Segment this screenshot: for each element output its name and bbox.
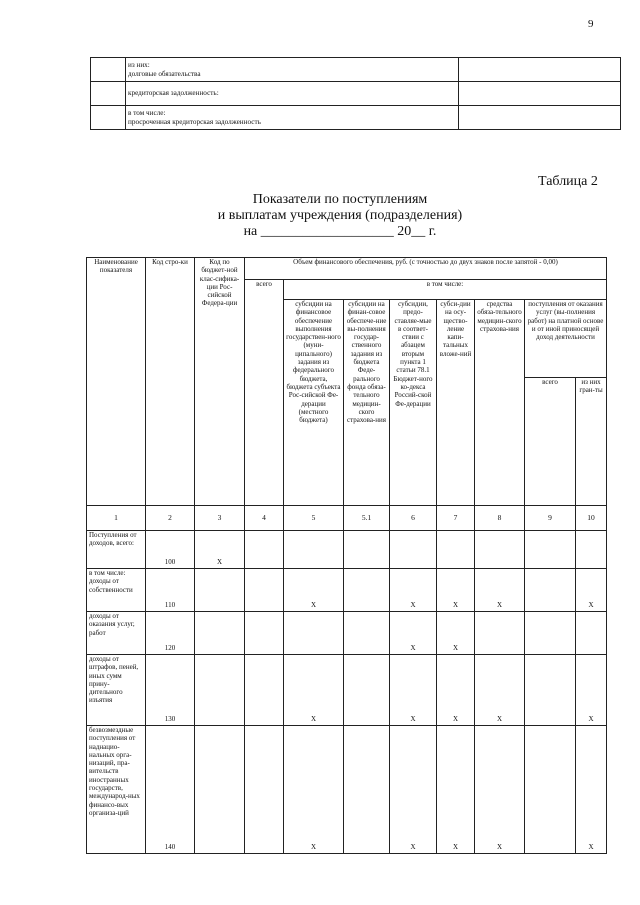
cell: X <box>284 726 344 854</box>
header-total: всего <box>245 280 284 506</box>
cell: X <box>437 655 475 726</box>
cell: X <box>390 655 437 726</box>
header-grants: из них гран-ты <box>576 378 607 506</box>
cell <box>344 612 390 655</box>
header-code: Код стро-ки <box>146 258 195 506</box>
cell <box>344 569 390 612</box>
cell <box>576 612 607 655</box>
column-numbers-row <box>87 506 607 531</box>
row-code: 140 <box>146 726 195 854</box>
cell <box>245 655 284 726</box>
header-budget-code: Код по бюджет-ной клас-сифика-ции Рос-сийской Федера-ции <box>195 258 245 506</box>
header-including: в том числе: <box>284 280 607 300</box>
cell: X <box>475 655 525 726</box>
column-number: 6 <box>390 506 437 531</box>
table-row <box>91 106 621 130</box>
cell <box>245 726 284 854</box>
column-number: 9 <box>525 506 576 531</box>
header-subsidy-781: субсидии, предо-ставляе-мые в соответ-ствии с абзацем вторым пункта 1 статьи 78.1 Бюджет-ного ко-декса Россий-ской Фе-дерации <box>390 300 437 506</box>
cell <box>525 531 576 569</box>
cell: X <box>475 569 525 612</box>
page-subtitle: и выплатам учреждения (подразделения) <box>217 208 463 223</box>
row-name: доходы от оказания услуг, работ <box>87 612 146 655</box>
table-row <box>87 726 607 854</box>
row-label: из них: долговые обязательства <box>126 58 459 82</box>
cell <box>390 531 437 569</box>
receipts-table <box>86 257 607 854</box>
column-number: 3 <box>195 506 245 531</box>
cell: X <box>576 655 607 726</box>
cell <box>344 655 390 726</box>
cell: X <box>437 726 475 854</box>
cell <box>245 569 284 612</box>
column-number: 5.1 <box>344 506 390 531</box>
cell <box>576 531 607 569</box>
row-name: доходы от штрафов, пеней, иных сумм прину-дительного изъятия <box>87 655 146 726</box>
header-paid-services: поступления от оказания услуг (вы-полнения работ) на платной основе и от иной приносящей доход деятельности <box>525 300 607 378</box>
row-label: кредиторская задолженность: <box>126 82 459 106</box>
header-subsidy-task: субсидии на финансовое обеспечение выполнения государствен-ного (муни-ципального) задания из федерального бюджета, бюджета субъекта Рос-сийской Фе-дерации (местного бюджета) <box>284 300 344 506</box>
column-number: 4 <box>245 506 284 531</box>
cell: X <box>576 726 607 854</box>
cell <box>245 612 284 655</box>
header-volume: Объем финансового обеспечения, руб. (с точностью до двух знаков после запятой - 0,00) <box>245 258 607 280</box>
cell <box>525 569 576 612</box>
cell <box>525 612 576 655</box>
cell <box>245 531 284 569</box>
cell <box>195 655 245 726</box>
date-line: на ___________________ 20__ г. <box>243 224 437 239</box>
row-code: 110 <box>146 569 195 612</box>
table-row <box>87 655 607 726</box>
page-number: 9 <box>588 18 594 30</box>
cell <box>475 531 525 569</box>
cell: X <box>475 726 525 854</box>
table-row <box>91 82 621 106</box>
row-label: в том числе: просроченная кредиторская задолженность <box>126 106 459 130</box>
column-number: 1 <box>87 506 146 531</box>
row-code: 120 <box>146 612 195 655</box>
header-subsidy-ffoms: субсидии на финан-совое обеспече-ние вы-полнения государ-ственного задания из бюджета Феде-рального фонда обяза-тельного медицин-ского страхова-ния <box>344 300 390 506</box>
cell <box>195 726 245 854</box>
cell: X <box>390 612 437 655</box>
row-name: Поступления от доходов, всего: <box>87 531 146 569</box>
table-number: Таблица 2 <box>538 174 598 189</box>
cell <box>525 726 576 854</box>
cell <box>284 612 344 655</box>
cell: X <box>437 569 475 612</box>
column-number: 2 <box>146 506 195 531</box>
header-paid-total: всего <box>525 378 576 506</box>
column-number: 8 <box>475 506 525 531</box>
cell <box>525 655 576 726</box>
cell <box>344 726 390 854</box>
header-oms-funds: средства обяза-тельного медицин-ского страхова-ния <box>475 300 525 506</box>
cell: X <box>390 726 437 854</box>
row-code: 100 <box>146 531 195 569</box>
cell <box>344 531 390 569</box>
row-name: в том числе: доходы от собственности <box>87 569 146 612</box>
cell <box>284 531 344 569</box>
cell: X <box>576 569 607 612</box>
cell <box>475 612 525 655</box>
cell <box>437 531 475 569</box>
column-number: 10 <box>576 506 607 531</box>
column-number: 5 <box>284 506 344 531</box>
header-name: Наименование показателя <box>87 258 146 506</box>
cell: X <box>390 569 437 612</box>
table-row <box>87 569 607 612</box>
cell <box>195 612 245 655</box>
page-title: Показатели по поступлениям <box>252 192 428 207</box>
column-number: 7 <box>437 506 475 531</box>
cell: X <box>195 531 245 569</box>
table-row <box>91 58 621 82</box>
liabilities-table <box>90 57 621 130</box>
cell: X <box>284 569 344 612</box>
cell <box>195 569 245 612</box>
cell: X <box>437 612 475 655</box>
header-row <box>87 258 607 280</box>
row-code: 130 <box>146 655 195 726</box>
table-row <box>87 612 607 655</box>
header-capital-subsidy: субси-дии на осу-щество-ление капи-тальных вложе-ний <box>437 300 475 506</box>
table-row <box>87 531 607 569</box>
cell: X <box>284 655 344 726</box>
row-name: безвозмездные поступления от наднацио-нальных орга-низаций, пра-вительств иностранных государств, международ-ных финансо-вых организа-ций <box>87 726 146 854</box>
